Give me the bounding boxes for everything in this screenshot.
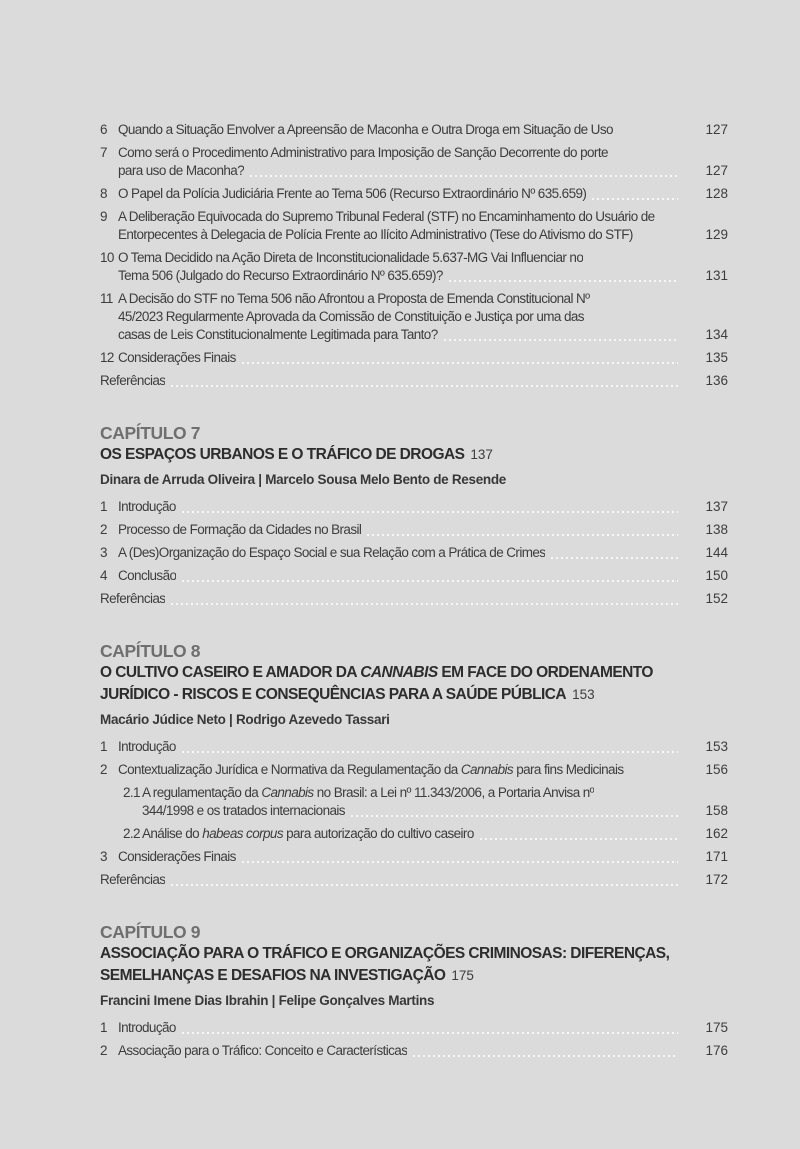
dot-leader [449, 280, 678, 282]
toc-entry-text [118, 498, 176, 516]
dot-leader [182, 1032, 678, 1034]
text-run: EM FACE DO ORDENAMENTO [437, 664, 653, 681]
toc-entry [100, 372, 728, 390]
toc-entry-line [100, 162, 728, 180]
toc-entry [100, 208, 728, 244]
toc-entry [100, 144, 728, 180]
page-number: 175 [451, 968, 474, 983]
text-run: A (Des)Organização do Espaço Social e sua Relação com a Prática de Crimes [118, 545, 546, 560]
page-number: 150 [705, 568, 728, 583]
text-run: Considerações Finais [118, 350, 236, 365]
toc-entry-number: 12 [100, 350, 114, 365]
toc-entry-text [118, 567, 176, 585]
toc-entry [100, 1042, 728, 1060]
toc-entry [100, 848, 728, 866]
toc-entry-text [118, 226, 633, 244]
dot-leader [182, 751, 678, 753]
text-run: Tema 506 (Julgado do Recurso Extraordinário Nº 635.659)? [118, 268, 443, 283]
toc-entry-text [100, 446, 464, 463]
toc-entry-text [118, 185, 586, 203]
toc-entry-text [100, 372, 165, 390]
dot-leader [480, 838, 678, 840]
toc-entry-text [118, 267, 443, 285]
page-number: 158 [705, 803, 728, 818]
text-run: Análise do [142, 826, 203, 841]
dot-leader [182, 580, 678, 582]
toc-entry-line [100, 1042, 728, 1060]
toc-entry-text [118, 848, 236, 866]
text-run: Quando a Situação Envolver a Apreensão de Maconha e Outra Droga em Situação de Uso [118, 122, 613, 137]
chapter-toc-list [100, 1019, 728, 1060]
toc-entry-text [118, 761, 624, 779]
toc-entry-line [100, 965, 728, 987]
toc-entry-text [118, 121, 613, 139]
dot-leader [592, 198, 678, 200]
toc-entry [100, 738, 728, 756]
toc-entry-line [123, 802, 728, 820]
page-number: 137 [470, 447, 493, 462]
chapter-block [100, 921, 728, 1060]
toc-entry-line [100, 185, 728, 203]
toc-entry-text [118, 249, 583, 267]
leader-spacer [630, 774, 678, 776]
toc-entry [100, 121, 728, 139]
text-run: para uso de Maconha? [118, 163, 245, 178]
page-number: 144 [705, 545, 728, 560]
toc-continuation-section [100, 121, 728, 390]
toc-entry-line [100, 144, 728, 162]
toc-entry-text [118, 162, 244, 180]
chapter-authors: Dinara de Arruda Oliveira | Marcelo Sousa Melo Bento de Resende [100, 472, 507, 487]
dot-leader [171, 884, 678, 886]
text-run: Referências [100, 373, 166, 388]
dot-leader [250, 175, 678, 177]
text-run: Contextualização Jurídica e Normativa da Regulamentação da [118, 762, 461, 777]
toc-entry [100, 521, 728, 539]
toc-entry-text [118, 208, 655, 226]
toc-entry-number: 1 [100, 499, 107, 514]
chapter-block [100, 640, 728, 889]
toc-entry-number: 9 [100, 209, 107, 224]
dot-leader [171, 385, 678, 387]
text-run: 344/1998 e os tratados internacionais [142, 803, 345, 818]
toc-entry-number: 2.1 [123, 785, 140, 800]
text-run: Processo de Formação da Cidades no Brasil [118, 522, 362, 537]
toc-entry-line [100, 684, 728, 706]
dot-leader [444, 339, 678, 341]
toc-entry-number: 7 [100, 145, 107, 160]
toc-entry-line [100, 290, 728, 308]
toc-entry-line [123, 825, 728, 843]
toc-entry-text [118, 1019, 176, 1037]
text-run: ASSOCIAÇÃO PARA O TRÁFICO E ORGANIZAÇÕES CRIMINOSAS: DIFERENÇAS, [100, 945, 670, 962]
italic-term: CANNABIS [360, 664, 438, 681]
dot-leader [413, 1055, 678, 1057]
text-run: O Tema Decidido na Ação Direta de Inconstitucionalidade 5.637-MG Vai Influenciar no [118, 250, 584, 265]
page-number: 175 [705, 1020, 728, 1035]
toc-entry-line [100, 267, 728, 285]
chapter-label: CAPÍTULO 9 [100, 922, 201, 942]
toc-entry-number: 6 [100, 122, 107, 137]
toc-entry [100, 444, 728, 466]
page-number: 127 [705, 122, 728, 137]
text-run: Associação para o Tráfico: Conceito e Características [118, 1043, 408, 1058]
toc-entry-line [100, 208, 728, 226]
toc-entry-number: 10 [100, 250, 114, 265]
toc-entry [100, 567, 728, 585]
toc-entry-line [100, 444, 728, 466]
toc-entry-line [100, 761, 728, 779]
page-number: 172 [705, 872, 728, 887]
toc-entry-text [142, 802, 345, 820]
text-run: Conclusão [118, 568, 177, 583]
toc-entry-number: 1 [100, 739, 107, 754]
toc-entry [100, 349, 728, 367]
text-run: Como será o Procedimento Administrativo para Imposição de Sanção Decorrente do porte [118, 145, 608, 160]
toc-entry-text [118, 326, 438, 344]
toc-entry [100, 590, 728, 608]
toc-entry-text [100, 967, 445, 984]
page-number: 153 [705, 739, 728, 754]
text-run: O Papel da Polícia Judiciária Frente ao Tema 506 (Recurso Extraordinário Nº 635.659) [118, 186, 587, 201]
text-run: O CULTIVO CASEIRO E AMADOR DA [100, 664, 361, 681]
text-run: Referências [100, 591, 166, 606]
dot-leader [367, 534, 678, 536]
toc-entry-text [100, 871, 165, 889]
toc-entry-number: 8 [100, 186, 107, 201]
toc-entry [123, 784, 728, 820]
text-run: Introdução [118, 1020, 176, 1035]
toc-entry-text [100, 945, 669, 962]
toc-entry-text [100, 686, 566, 703]
toc-entry-text [100, 664, 653, 681]
page-number: 171 [705, 849, 728, 864]
text-run: para fins Medicinais [513, 762, 624, 777]
italic-term: Cannabis [261, 785, 314, 800]
toc-entry [100, 290, 728, 344]
dot-leader [171, 603, 678, 605]
toc-entry-line [100, 1019, 728, 1037]
toc-entry [100, 498, 728, 516]
text-run: Referências [100, 872, 166, 887]
text-run: SEMELHANÇAS E DESAFIOS NA INVESTIGAÇÃO [100, 967, 446, 984]
page-number: 162 [705, 826, 728, 841]
chapter-toc-list [100, 498, 728, 608]
toc-entry-number: 3 [100, 849, 107, 864]
chapter-block [100, 422, 728, 608]
toc-entry-text [118, 144, 608, 162]
text-run: Entorpecentes à Delegacia de Polícia Frente ao Ilícito Administrativo (Tese do Ativismo do STF) [118, 227, 633, 242]
page-number: 138 [705, 522, 728, 537]
toc-entry-line [100, 349, 728, 367]
text-run: casas de Leis Constitucionalmente Legitimada para Tanto? [118, 327, 438, 342]
toc-entry-number: 2 [100, 522, 107, 537]
page-number: 128 [705, 186, 728, 201]
page-number: 127 [705, 163, 728, 178]
text-run: no Brasil: a Lei nº 11.343/2006, a Portaria Anvisa nº [313, 785, 595, 800]
page-number: 153 [572, 687, 595, 702]
dot-leader [242, 362, 678, 364]
chapter-label: CAPÍTULO 8 [100, 641, 201, 661]
chapter-label: CAPÍTULO 7 [100, 423, 201, 443]
toc-entry [100, 185, 728, 203]
toc-entry-text [118, 290, 590, 308]
toc-entry-text [118, 349, 236, 367]
toc-entry-number: 2 [100, 762, 107, 777]
table-of-contents-page [100, 0, 728, 1065]
toc-entry-line [100, 848, 728, 866]
toc-entry-text [118, 738, 176, 756]
toc-entry [100, 761, 728, 779]
toc-entry [100, 1019, 728, 1037]
page-number: 135 [705, 350, 728, 365]
chapter-authors: Francini Imene Dias Ibrahin | Felipe Gonçalves Martins [100, 993, 435, 1008]
toc-entry-number: 2 [100, 1043, 107, 1058]
dot-leader [182, 511, 678, 513]
page-number: 136 [705, 373, 728, 388]
page-number: 134 [705, 327, 728, 342]
toc-entry-number: 4 [100, 568, 107, 583]
toc-entry-line [100, 544, 728, 562]
text-run: 45/2023 Regularmente Aprovada da Comissão de Constituição e Justiça por uma das [118, 309, 584, 324]
page-number: 156 [705, 762, 728, 777]
text-run: Introdução [118, 499, 176, 514]
leader-spacer [639, 239, 678, 241]
toc-entry-line [100, 567, 728, 585]
toc-entry-text [142, 825, 474, 843]
toc-entry-line [100, 943, 728, 965]
dot-leader [351, 815, 678, 817]
toc-entry-text [118, 521, 361, 539]
page-number: 129 [705, 227, 728, 242]
text-run: OS ESPAÇOS URBANOS E O TRÁFICO DE DROGAS [100, 446, 465, 463]
toc-entry [123, 825, 728, 843]
toc-entry-text [100, 590, 165, 608]
text-run: A Decisão do STF no Tema 506 não Afrontou a Proposta de Emenda Constitucional Nº [118, 291, 590, 306]
toc-entry-line [100, 249, 728, 267]
italic-term: Cannabis [460, 762, 514, 777]
dot-leader [242, 861, 678, 863]
chapter-authors: Macário Júdice Neto | Rodrigo Azevedo Tassari [100, 712, 390, 727]
toc-entry-line [100, 326, 728, 344]
toc-entry-line [100, 521, 728, 539]
toc-entry-line [100, 590, 728, 608]
toc-entry [100, 544, 728, 562]
toc-entry-text [142, 784, 594, 802]
leader-spacer [619, 134, 678, 136]
dot-leader [551, 557, 678, 559]
toc-entry-line [123, 784, 728, 802]
text-run: Considerações Finais [118, 849, 236, 864]
toc-entry-line [100, 738, 728, 756]
text-run: para autorização do cultivo caseiro [282, 826, 474, 841]
toc-entry-text [118, 1042, 407, 1060]
italic-term: habeas corpus [202, 826, 283, 841]
toc-entry-number: 11 [100, 291, 113, 306]
toc-entry-line [100, 871, 728, 889]
toc-entry-line [100, 121, 728, 139]
toc-entry [100, 249, 728, 285]
toc-entry-line [100, 308, 728, 326]
text-run: A Deliberação Equivocada do Supremo Tribunal Federal (STF) no Encaminhamento do Usuário de [118, 209, 655, 224]
page-number: 131 [705, 268, 728, 283]
toc-entry-line [100, 372, 728, 390]
toc-entry-line [100, 662, 728, 684]
toc-entry-text [118, 544, 545, 562]
toc-entry-number: 2.2 [123, 826, 140, 841]
toc-entry-number: 3 [100, 545, 107, 560]
chapter-toc-list [100, 738, 728, 889]
toc-entry-number: 1 [100, 1020, 107, 1035]
toc-entry [100, 871, 728, 889]
page-number: 176 [705, 1043, 728, 1058]
text-run: Introdução [118, 739, 176, 754]
toc-entry [100, 943, 728, 987]
toc-entry-text [118, 308, 584, 326]
toc-entry-line [100, 226, 728, 244]
text-run: JURÍDICO - RISCOS E CONSEQUÊNCIAS PARA A SAÚDE PÚBLICA [100, 686, 567, 703]
toc-entry-line [100, 498, 728, 516]
text-run: A regulamentação da [142, 785, 262, 800]
toc-entry [100, 662, 728, 706]
page-number: 152 [705, 591, 728, 606]
page-number: 137 [705, 499, 728, 514]
